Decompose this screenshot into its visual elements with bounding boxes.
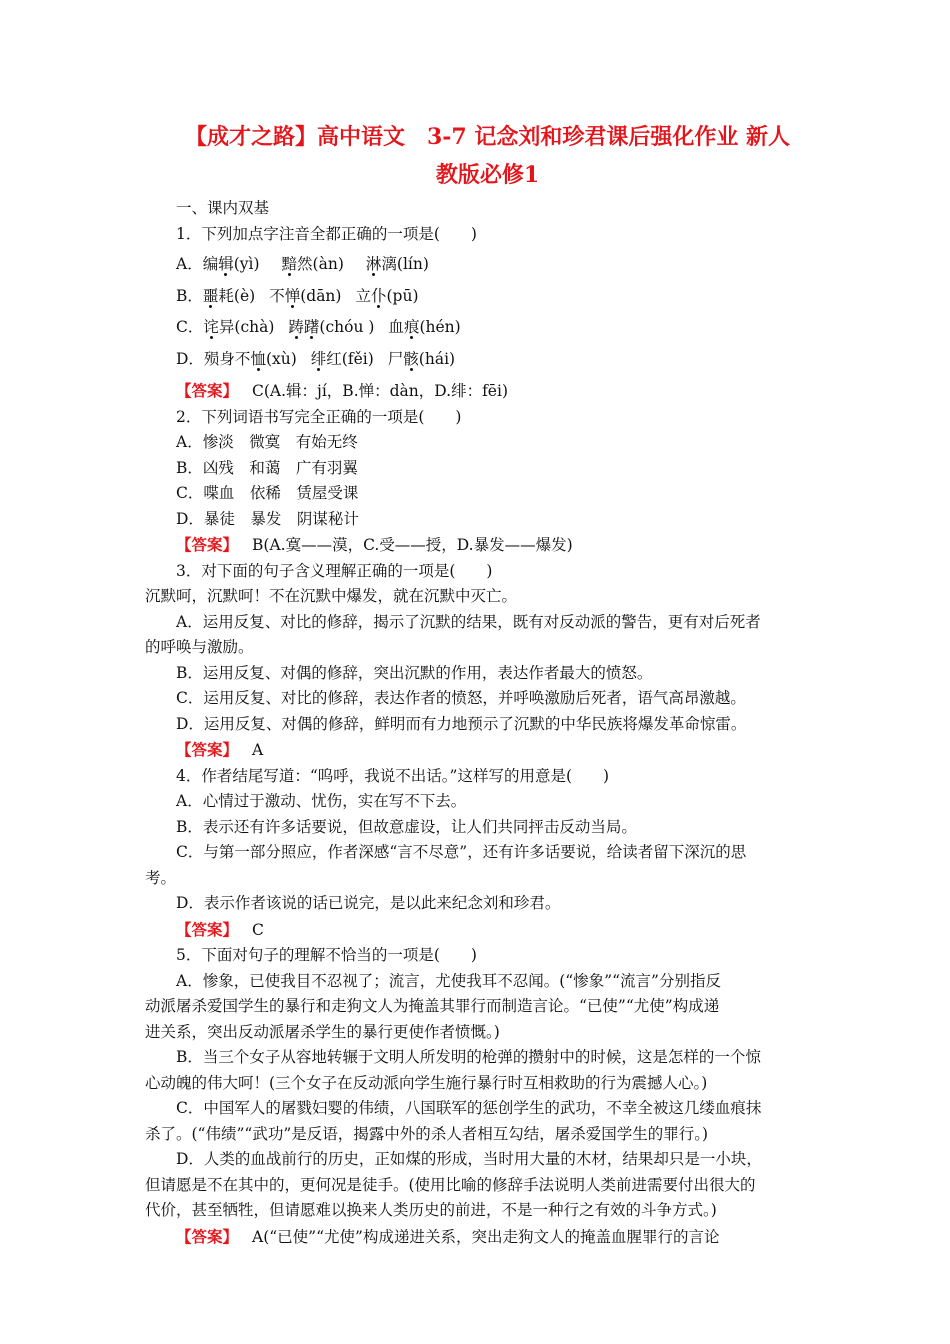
answer-tag: 【答案】 xyxy=(176,381,239,400)
q1-option-c: C．诧异(chà) 踌躇(chóu ) 血痕(hén) xyxy=(176,318,461,336)
q2-option-a: A．惨淡 微寞 有始无终 xyxy=(176,433,358,451)
q3-option-b: B．运用反复、对偶的修辞，突出沉默的作用，表达作者最大的愤怒。 xyxy=(176,663,653,682)
q3-option-c: C．运用反复、对比的修辞，表达作者的愤怒，并呼唤激励后死者，语气高昂激越。 xyxy=(176,689,746,707)
q3-quote: 沉默呵，沉默呵！不在沉默中爆发，就在沉默中灭亡。 xyxy=(145,587,518,605)
q5-option-a-cont2: 进关系，突出反动派屠杀学生的暴行更使作者愤慨。) xyxy=(145,1022,500,1041)
q3-option-d: D．运用反复、对偶的修辞，鲜明而有力地预示了沉默的中华民族将爆发革命惊雷。 xyxy=(176,714,747,733)
q5-option-c-cont: 杀了。(“伟绩”“武功”是反语，揭露中外的杀人者相互勾结，屠杀爱国学生的罪行。) xyxy=(145,1124,709,1143)
q5-answer: 【答案】 A(“已使”“尤使”构成递进关系，突出走狗文人的掩盖血腥罪行的言论 xyxy=(176,1226,720,1246)
answer-tag: 【答案】 xyxy=(176,535,239,554)
q5-stem: 5．下面对句子的理解不恰当的一项是( ) xyxy=(176,946,477,964)
q5-option-d-cont2: 代价，甚至牺牲，但请愿难以换来人类历史的前进，不是一种行之有效的斗争方式。) xyxy=(145,1201,717,1219)
q1-option-d: D．殒身不恤(xù) 绯红(fěi) 尸骸(hái) xyxy=(176,349,456,368)
section-heading: 一、课内双基 xyxy=(176,199,270,217)
title-line-2: 教版必修1 xyxy=(435,162,540,188)
q2-stem: 2．下列词语书写完全正确的一项是( ) xyxy=(176,407,462,426)
q3-answer: 【答案】 A xyxy=(176,740,264,759)
title-line-1: 【成才之路】高中语文 3-7 记念刘和珍君课后强化作业 新人 xyxy=(184,124,791,150)
q5-option-b: B．当三个女子从容地转辗于文明人所发明的枪弹的攒射中的时候，这是怎样的一个惊 xyxy=(176,1048,761,1066)
document-title xyxy=(145,118,810,194)
q5-option-d-cont1: 但请愿是不在其中的，更何况是徒手。(使用比喻的修辞手法说明人类前进需要付出很大的 xyxy=(145,1175,756,1194)
q4-stem: 4．作者结尾写道：“呜呼，我说不出话。”这样写的用意是( ) xyxy=(176,766,610,785)
q3-stem: 3．对下面的句子含义理解正确的一项是( ) xyxy=(176,561,493,580)
q2-option-d: D．暴徒 暴发 阴谋秘计 xyxy=(176,509,359,528)
document-page xyxy=(145,118,810,1250)
q5-option-b-cont: 心动魄的伟大呵！(三个女子在反动派向学生施行暴行时互相救助的行为震撼人心。) xyxy=(145,1073,708,1092)
answer-tag: 【答案】 xyxy=(176,919,239,939)
q2-answer: 【答案】 B(A.寞——漠，C.受——授，D.暴发——爆发) xyxy=(176,535,573,554)
q5-option-a-cont1: 动派屠杀爱国学生的暴行和走狗文人为掩盖其罪行而制造言论。“已使”“尤使”构成递 xyxy=(145,997,720,1015)
q4-option-a: A．心情过于激动、忧伤，实在写不下去。 xyxy=(176,792,467,810)
q2-option-b: B．凶残 和蔼 广有羽翼 xyxy=(176,458,358,477)
q4-option-d: D．表示作者该说的话已说完，是以此来纪念刘和珍君。 xyxy=(176,894,561,912)
q5-option-c: C．中国军人的屠戮妇婴的伟绩，八国联军的惩创学生的武功，不幸全被这几缕血痕抹 xyxy=(176,1099,762,1117)
q1-option-b: B．噩耗(è) 不惮(dān) 立仆(pū) xyxy=(176,286,419,305)
q1-answer: 【答案】 C(A.辑：jí，B.惮：dàn，D.绯：fēi) xyxy=(176,381,508,400)
q1-stem: 1．下列加点字注音全都正确的一项是( ) xyxy=(176,224,477,243)
q4-option-c-cont: 考。 xyxy=(145,868,177,887)
q4-option-c: C．与第一部分照应，作者深感“言不尽意”，还有许多话要说，给读者留下深沉的思 xyxy=(176,843,747,861)
q4-answer: 【答案】 C xyxy=(176,919,264,939)
q3-option-a-cont: 的呼唤与激励。 xyxy=(145,638,254,656)
q1-option-a: A．编辑(yì) 黯然(àn) 淋漓(lín) xyxy=(176,255,429,273)
q2-option-c: C．喋血 依稀 赁屋受课 xyxy=(176,484,359,502)
answer-tag: 【答案】 xyxy=(176,1226,239,1246)
q5-option-a: A．惨象，已使我目不忍视了；流言，尤使我耳不忍闻。(“惨象”“流言”分别指反 xyxy=(176,971,721,990)
q4-option-b: B．表示还有许多话要说，但故意虚设，让人们共同抨击反动当局。 xyxy=(176,817,637,836)
q3-option-a: A．运用反复、对比的修辞，揭示了沉默的结果，既有对反动派的警告，更有对后死者 xyxy=(176,612,761,631)
answer-tag: 【答案】 xyxy=(176,740,239,759)
q5-option-d: D．人类的血战前行的历史，正如煤的形成，当时用大量的木材，结果却只是一小块， xyxy=(176,1150,762,1168)
